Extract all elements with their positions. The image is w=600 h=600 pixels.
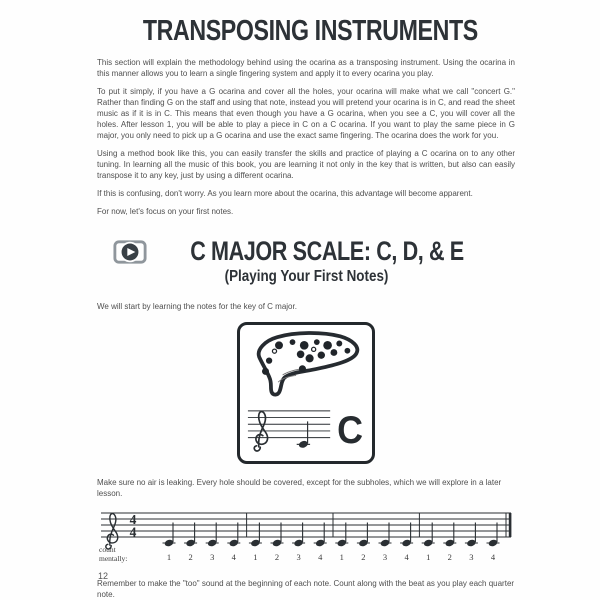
- svg-text:1: 1: [253, 552, 258, 562]
- svg-text:1: 1: [166, 552, 172, 562]
- time-sig-top: 4: [129, 512, 137, 527]
- video-icon: [113, 240, 147, 264]
- time-signature: [130, 512, 137, 540]
- svg-text:2: 2: [188, 552, 193, 562]
- c-fingering-diagram-box: [237, 322, 375, 464]
- svg-text:3: 3: [469, 552, 474, 562]
- note-letter: C: [337, 408, 364, 452]
- svg-text:4: 4: [318, 552, 323, 562]
- page-title: TRANSPOSING INSTRUMENTS: [143, 15, 478, 47]
- paragraph: Using a method book like this, you can easily transfer the skills and practice of playing a C ocarina on to any other tuning. In learning all the music of this book, you are learning it not only in the key that is written, but also can easily transpose it to any key, just by using a different ocarina.: [97, 149, 515, 180]
- transposing-paragraphs: [97, 57, 515, 217]
- exercise-staff: [97, 507, 515, 565]
- section-heading-c-major-scale: [97, 236, 515, 267]
- middle-c-notation: [246, 403, 366, 457]
- svg-text:3: 3: [382, 552, 388, 562]
- svg-text:4: 4: [490, 552, 496, 562]
- page-content: [97, 0, 515, 600]
- section-subtitle: (Playing Your First Notes): [224, 268, 388, 285]
- svg-text:4: 4: [231, 552, 236, 562]
- section-heading-transposing: [97, 15, 515, 48]
- svg-text:2: 2: [447, 552, 452, 562]
- intro-text: We will start by learning the notes for the key of C major.: [97, 302, 297, 311]
- paragraph: To put it simply, if you have a G ocarina and cover all the holes, your ocarina will make what we call "concert G." Rather than finding G on the staff and using that note, instead you will pretend your ocarina is in C, and read the sheet music as if it is in C. This means that even though you have a G ocarina, when you see a C, you will cover all the holes. After lesson 1, you will be able to play a piece in C on a C ocarina. If you want to play the same piece in G major, you only need to pick up a G ocarina and use the exact same fingering. The ocarina does the work for you.: [97, 87, 515, 140]
- tonguing-caption: Remember to make the "too" sound at the beginning of each note. Count along with the beat as you play each quarter note.: [97, 579, 515, 599]
- svg-text:2: 2: [274, 552, 280, 562]
- svg-text:1: 1: [339, 552, 344, 562]
- paragraph: If this is confusing, don't worry. As you learn more about the ocarina, this advantage will become apparent.: [97, 189, 473, 198]
- svg-text:2: 2: [361, 552, 366, 562]
- count-label: [99, 545, 127, 563]
- svg-text:4: 4: [404, 552, 409, 562]
- section-title: C MAJOR SCALE: C, D, & E: [190, 236, 465, 266]
- quarter-note-exercise: [97, 507, 515, 565]
- quarter-notes-and-counts: [163, 513, 500, 562]
- svg-text:mentally:: mentally:: [99, 554, 128, 563]
- staff-middle-c-icon: [246, 403, 334, 457]
- svg-text:3: 3: [210, 552, 215, 562]
- svg-text:3: 3: [296, 552, 301, 562]
- svg-text:count: count: [99, 545, 116, 554]
- ocarina-fingering-icon: [246, 330, 366, 402]
- air-caption: Make sure no air is leaking. Every hole should be covered, except for the subholes, which we will explore in a later lesson.: [97, 478, 502, 498]
- paragraph: This section will explain the methodology behind using the ocarina as a transposing instrument. Using the ocarina in this manner allows you to learn a single fingering system and apply it to every ocarina you play.: [97, 58, 515, 78]
- paragraph: For now, let's focus on your first notes.: [97, 207, 234, 216]
- page-number: 12: [98, 571, 109, 581]
- svg-text:1: 1: [426, 552, 431, 562]
- time-sig-bottom: 4: [129, 524, 137, 540]
